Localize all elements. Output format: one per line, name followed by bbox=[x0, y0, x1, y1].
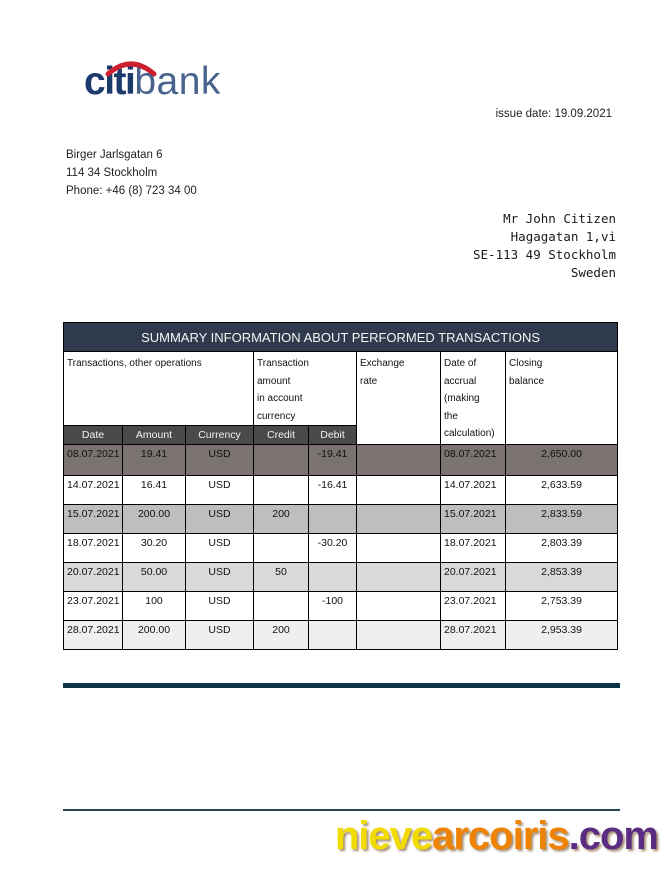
table-row bbox=[64, 621, 618, 650]
citi-red-arc-icon bbox=[104, 60, 158, 77]
cell-exchange-rate bbox=[357, 505, 441, 534]
table-row bbox=[64, 505, 618, 534]
table-row bbox=[64, 563, 618, 592]
cell-exchange-rate bbox=[357, 621, 441, 650]
cell-debit: -30.20 bbox=[309, 534, 357, 563]
cell-currency: USD bbox=[186, 534, 254, 563]
table-row bbox=[64, 476, 618, 505]
cell-currency: USD bbox=[186, 445, 254, 476]
sender-address bbox=[66, 146, 197, 200]
cell-debit: -100 bbox=[309, 592, 357, 621]
sender-line: Birger Jarlsgatan 6 bbox=[66, 149, 163, 161]
cell-exchange-rate bbox=[357, 534, 441, 563]
table-title: SUMMARY INFORMATION ABOUT PERFORMED TRANSACTIONS bbox=[64, 323, 618, 352]
cell-date: 28.07.2021 bbox=[64, 621, 123, 650]
cell-accrual-date: 23.07.2021 bbox=[441, 592, 506, 621]
cell-date: 15.07.2021 bbox=[64, 505, 123, 534]
cell-debit: -16.41 bbox=[309, 476, 357, 505]
cell-date: 20.07.2021 bbox=[64, 563, 123, 592]
table-row bbox=[64, 445, 618, 476]
table-row bbox=[64, 592, 618, 621]
cell-amount: 19.41 bbox=[123, 445, 186, 476]
recipient-line: Hagagatan 1,vi bbox=[510, 229, 616, 244]
citibank-logo bbox=[84, 58, 221, 106]
divider-rule-thin bbox=[63, 809, 620, 811]
cell-closing-balance: 2,650.00 bbox=[506, 445, 618, 476]
cell-date: 08.07.2021 bbox=[64, 445, 123, 476]
cell-closing-balance: 2,753.39 bbox=[506, 592, 618, 621]
cell-amount: 30.20 bbox=[123, 534, 186, 563]
cell-date: 14.07.2021 bbox=[64, 476, 123, 505]
recipient-line: Sweden bbox=[570, 265, 616, 280]
watermark-part-arcoiris: arcoiris bbox=[432, 814, 569, 858]
group-header-transactions: Transactions, other operations bbox=[64, 352, 254, 426]
cell-credit bbox=[254, 445, 309, 476]
cell-currency: USD bbox=[186, 621, 254, 650]
cell-debit bbox=[309, 505, 357, 534]
cell-amount: 200.00 bbox=[123, 505, 186, 534]
cell-amount: 100 bbox=[123, 592, 186, 621]
recipient-address bbox=[473, 210, 616, 282]
divider-rule-thick bbox=[63, 683, 620, 688]
cell-accrual-date: 15.07.2021 bbox=[441, 505, 506, 534]
subheader-debit: Debit bbox=[309, 426, 357, 445]
cell-exchange-rate bbox=[357, 476, 441, 505]
sender-line: Phone: +46 (8) 723 34 00 bbox=[66, 185, 197, 197]
cell-accrual-date: 28.07.2021 bbox=[441, 621, 506, 650]
subheader-currency: Currency bbox=[186, 426, 254, 445]
cell-closing-balance: 2,953.39 bbox=[506, 621, 618, 650]
cell-accrual-date: 14.07.2021 bbox=[441, 476, 506, 505]
table-row bbox=[64, 534, 618, 563]
cell-date: 23.07.2021 bbox=[64, 592, 123, 621]
subheader-amount: Amount bbox=[123, 426, 186, 445]
recipient-line: SE-113 49 Stockholm bbox=[473, 247, 616, 262]
cell-credit: 50 bbox=[254, 563, 309, 592]
sender-line: 114 34 Stockholm bbox=[66, 167, 158, 179]
cell-credit: 200 bbox=[254, 621, 309, 650]
cell-date: 18.07.2021 bbox=[64, 534, 123, 563]
logo-citi-text: citi bbox=[84, 60, 135, 103]
transactions-table bbox=[63, 322, 618, 650]
cell-amount: 200.00 bbox=[123, 621, 186, 650]
watermark-part-nieve: nieve bbox=[334, 814, 433, 858]
cell-amount: 16.41 bbox=[123, 476, 186, 505]
group-header-date-of-accrual: Date of accrual (making the calculation) bbox=[441, 352, 506, 445]
subheader-date: Date bbox=[64, 426, 123, 445]
cell-closing-balance: 2,633.59 bbox=[506, 476, 618, 505]
group-header-exchange-rate: Exchange rate bbox=[357, 352, 441, 445]
cell-accrual-date: 18.07.2021 bbox=[441, 534, 506, 563]
logo-bank-text: bank bbox=[134, 60, 221, 103]
subheader-credit: Credit bbox=[254, 426, 309, 445]
cell-debit bbox=[309, 563, 357, 592]
site-watermark bbox=[335, 814, 658, 859]
cell-credit: 200 bbox=[254, 505, 309, 534]
cell-debit: -19.41 bbox=[309, 445, 357, 476]
cell-currency: USD bbox=[186, 476, 254, 505]
cell-accrual-date: 08.07.2021 bbox=[441, 445, 506, 476]
cell-closing-balance: 2,833.59 bbox=[506, 505, 618, 534]
cell-amount: 50.00 bbox=[123, 563, 186, 592]
cell-exchange-rate bbox=[357, 445, 441, 476]
cell-currency: USD bbox=[186, 563, 254, 592]
cell-exchange-rate bbox=[357, 592, 441, 621]
group-header-closing-balance: Closing balance bbox=[506, 352, 618, 445]
cell-accrual-date: 20.07.2021 bbox=[441, 563, 506, 592]
cell-closing-balance: 2,853.39 bbox=[506, 563, 618, 592]
cell-exchange-rate bbox=[357, 563, 441, 592]
cell-closing-balance: 2,803.39 bbox=[506, 534, 618, 563]
cell-debit bbox=[309, 621, 357, 650]
cell-currency: USD bbox=[186, 505, 254, 534]
recipient-line: Mr John Citizen bbox=[503, 211, 616, 226]
cell-credit bbox=[254, 476, 309, 505]
cell-credit bbox=[254, 592, 309, 621]
group-header-transaction-amount: Transaction amount in account currency bbox=[254, 352, 357, 426]
cell-credit bbox=[254, 534, 309, 563]
watermark-part-com: .com bbox=[568, 814, 658, 858]
cell-currency: USD bbox=[186, 592, 254, 621]
issue-date: issue date: 19.09.2021 bbox=[495, 108, 612, 120]
